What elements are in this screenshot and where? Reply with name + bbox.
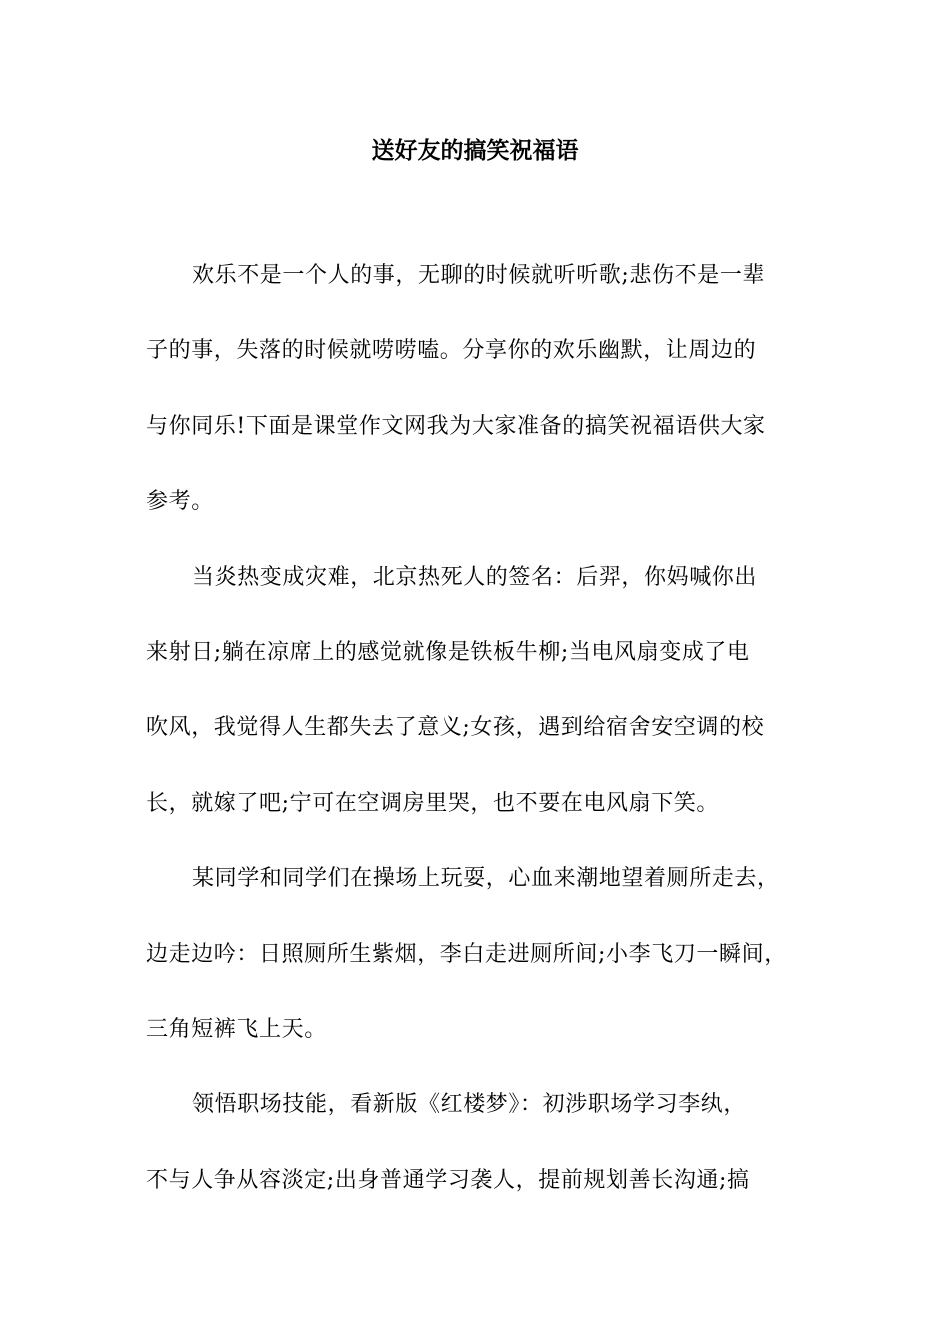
text-line: 三角短裤飞上天。: [146, 1016, 327, 1042]
paragraph-1: [146, 253, 806, 555]
text-line: 与你同乐!下面是课堂作文网我为大家准备的搞笑祝福语供大家: [146, 413, 766, 439]
text-line: 吹风，我觉得人生都失去了意义;女孩，遇到给宿舍安空调的校: [146, 715, 765, 741]
document-body: [146, 253, 806, 1233]
paragraph-4: [146, 1082, 806, 1233]
text-line: 参考。: [146, 489, 214, 515]
text-line: 边走边吟：日照厕所生紫烟，李白走进厕所间;小李飞刀一瞬间，: [146, 941, 787, 967]
text-line: 子的事，失落的时候就唠唠嗑。分享你的欢乐幽默，让周边的: [146, 338, 757, 364]
text-line: 领悟职场技能，看新版《红楼梦》：初涉职场学习李纨，: [192, 1092, 747, 1118]
text-line: 不与人争从容淡定;出身普通学习袭人，提前规划善长沟通;搞: [146, 1167, 750, 1193]
document-title: 送好友的搞笑祝福语: [371, 137, 579, 164]
text-line: 长，就嫁了吧;宁可在空调房里哭，也不要在电风扇下笑。: [146, 790, 720, 816]
paragraph-3: [146, 856, 806, 1082]
text-line: 来射日;躺在凉席上的感觉就像是铁板牛柳;当电风扇变成了电: [146, 639, 750, 665]
paragraph-2: [146, 555, 806, 857]
text-line: 当炎热变成灾难，北京热死人的签名：后羿，你妈喊你出: [192, 564, 758, 590]
text-line: 某同学和同学们在操场上玩耍，心血来潮地望着厕所走去，: [192, 866, 780, 892]
text-line: 欢乐不是一个人的事，无聊的时候就听听歌;悲伤不是一辈: [192, 263, 766, 288]
